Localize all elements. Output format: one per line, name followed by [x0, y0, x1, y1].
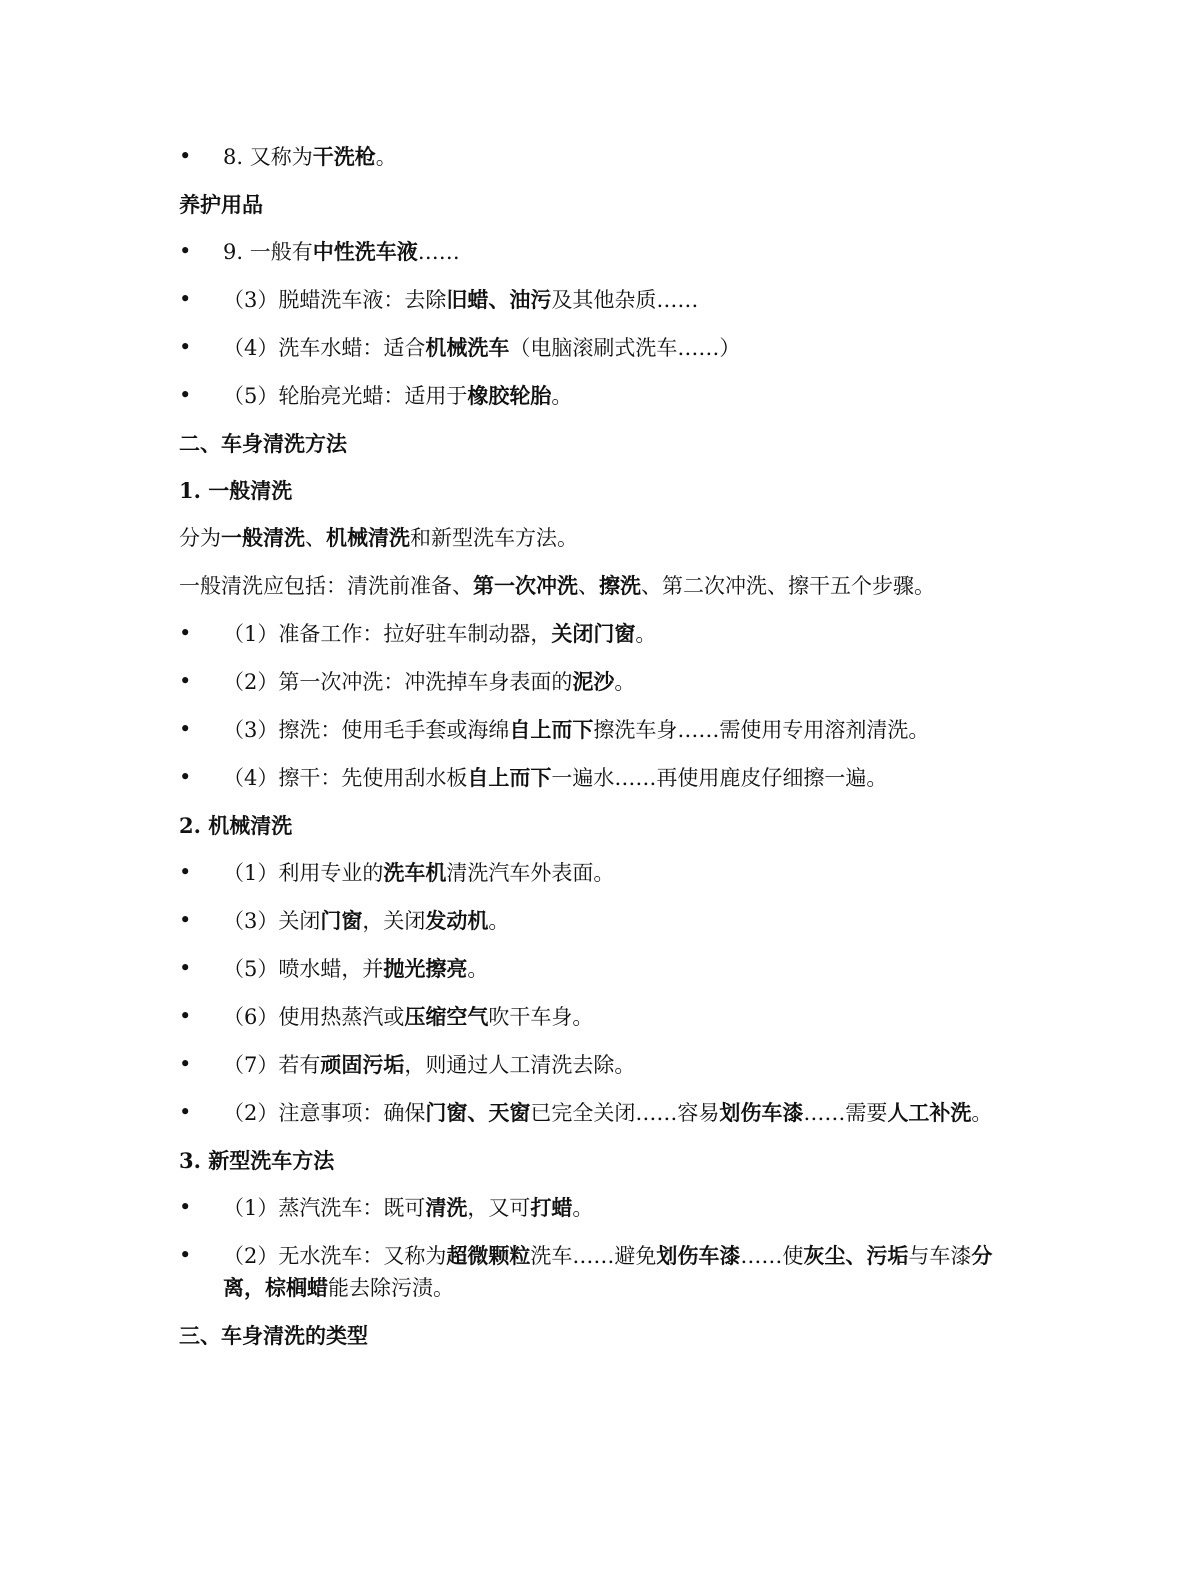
text-run: 。 [572, 1196, 594, 1220]
text-run: …… [417, 240, 460, 264]
bold-text: 门窗 [320, 908, 363, 933]
section-heading: 1. 一般清洗 [179, 478, 293, 503]
text-run: （1）蒸汽洗车：既可 [223, 1196, 426, 1220]
text-run: 一遍水……再使用鹿皮仔细擦一遍。 [551, 766, 888, 790]
text-run: （3）脱蜡洗车液：去除 [223, 288, 447, 312]
bullet-icon: • [179, 956, 192, 980]
list-item [179, 141, 999, 173]
text-run: 。 [375, 145, 397, 169]
text-run: （1）准备工作：拉好驻车制动器， [223, 622, 552, 646]
bold-text: 自上而下 [509, 717, 594, 742]
bold-text: 洗车机 [383, 860, 447, 885]
text-run: 一般清洗应包括：清洗前准备、 [179, 574, 473, 598]
list-item [179, 762, 999, 794]
text-run: 。 [635, 622, 657, 646]
text-run: ，关闭 [362, 909, 426, 933]
list-item [179, 380, 999, 412]
bold-text: 清洗 [425, 1195, 468, 1220]
bullet-icon: • [179, 1052, 192, 1076]
list-item [179, 236, 999, 268]
bullet-icon: • [179, 1195, 192, 1219]
text-run: （电脑滚刷式洗车……） [509, 336, 741, 360]
text-run: （5）喷水蜡，并 [223, 957, 384, 981]
text-run: 能去除污渍。 [328, 1276, 454, 1300]
bullet-icon: • [179, 1243, 192, 1267]
document-body [179, 141, 999, 1367]
bullet-icon: • [179, 669, 192, 693]
bullet-icon: • [179, 860, 192, 884]
bullet-icon: • [179, 717, 192, 741]
text-run: 。 [467, 957, 489, 981]
text-run: （3）擦洗：使用毛手套或海绵 [223, 718, 510, 742]
text-run: （2）第一次冲洗：冲洗掉车身表面的 [223, 670, 573, 694]
text-run: 、 [578, 574, 599, 598]
text-run: （2）无水洗车：又称为 [223, 1244, 447, 1268]
text-run: 洗车……避免 [530, 1244, 657, 1268]
text-run: 与车漆 [908, 1244, 972, 1268]
paragraph [179, 570, 999, 602]
bold-text: 超微颗粒 [446, 1243, 531, 1268]
bold-text: 划伤车漆 [656, 1243, 741, 1268]
bold-text: 抛光擦亮 [383, 956, 468, 981]
text-run: 。 [614, 670, 636, 694]
bold-text: 关闭门窗 [551, 621, 636, 646]
bullet-icon: • [179, 287, 192, 311]
list-item [179, 714, 999, 746]
text-run: （5）轮胎亮光蜡：适用于 [223, 384, 468, 408]
list-item [179, 1240, 999, 1304]
list-item [179, 1049, 999, 1081]
bold-text: 灰尘、污垢 [803, 1243, 909, 1268]
bold-text: 顽固污垢 [320, 1052, 405, 1077]
list-item [179, 953, 999, 985]
bold-text: 发动机 [425, 908, 489, 933]
list-item [179, 332, 999, 364]
list-item [179, 857, 999, 889]
text-run: ，又可 [467, 1196, 531, 1220]
list-item [179, 1097, 999, 1129]
text-run: 擦洗车身……需使用专用溶剂清洗。 [593, 718, 930, 742]
text-run: ，则通过人工清洗去除。 [404, 1053, 636, 1077]
bullet-icon: • [179, 144, 192, 168]
paragraph [179, 522, 999, 554]
bold-text: 旧蜡、油污 [446, 287, 552, 312]
list-item [179, 284, 999, 316]
bullet-icon: • [179, 621, 192, 645]
text-run: 吹干车身。 [488, 1005, 594, 1029]
bold-text: 门窗、天窗 [425, 1100, 531, 1125]
text-run: 9. 一般有 [223, 240, 313, 264]
bullet-icon: • [179, 908, 192, 932]
bold-text: 分离，棕榈蜡 [223, 1243, 993, 1300]
section-heading: 三、车身清洗的类型 [179, 1323, 368, 1348]
bold-text: 机械清洗 [326, 525, 410, 550]
bold-text: 压缩空气 [404, 1004, 489, 1029]
list-item [179, 1192, 999, 1224]
bold-text: 人工补洗 [887, 1100, 972, 1125]
text-run: 。 [488, 909, 510, 933]
text-run: （1）利用专业的 [223, 861, 384, 885]
text-run: 8. 又称为 [223, 145, 313, 169]
section-heading: 2. 机械清洗 [179, 813, 293, 838]
text-run: 。 [551, 384, 573, 408]
section-heading: 二、车身清洗方法 [179, 431, 347, 456]
bold-text: 打蜡 [530, 1195, 573, 1220]
bold-text: 自上而下 [467, 765, 552, 790]
bold-text: 橡胶轮胎 [467, 383, 552, 408]
bullet-icon: • [179, 335, 192, 359]
text-run: （2）注意事项：确保 [223, 1101, 426, 1125]
text-run: 已完全关闭……容易 [530, 1101, 720, 1125]
text-run: 。 [971, 1101, 993, 1125]
bold-text: 第一次冲洗 [473, 573, 578, 598]
bullet-icon: • [179, 765, 192, 789]
bullet-icon: • [179, 383, 192, 407]
section-heading: 3. 新型洗车方法 [179, 1148, 335, 1173]
bold-text: 划伤车漆 [719, 1100, 804, 1125]
list-item [179, 1001, 999, 1033]
text-run: （6）使用热蒸汽或 [223, 1005, 405, 1029]
bullet-icon: • [179, 239, 192, 263]
text-run: （4）洗车水蜡：适合 [223, 336, 426, 360]
text-run: （3）关闭 [223, 909, 321, 933]
bold-text: 一般清洗 [221, 525, 305, 550]
text-run: ……需要 [803, 1101, 888, 1125]
text-run: ……使 [740, 1244, 804, 1268]
list-item [179, 905, 999, 937]
bold-text: 泥沙 [572, 669, 615, 694]
text-run: 清洗汽车外表面。 [446, 861, 615, 885]
bullet-icon: • [179, 1004, 192, 1028]
text-run: 分为 [179, 526, 221, 550]
bold-text: 干洗枪 [312, 144, 376, 169]
text-run: 及其他杂质…… [551, 288, 699, 312]
text-run: 和新型洗车方法。 [410, 526, 578, 550]
list-item [179, 618, 999, 650]
list-item [179, 666, 999, 698]
text-run: （7）若有 [223, 1053, 321, 1077]
bold-text: 机械洗车 [425, 335, 510, 360]
text-run: （4）擦干：先使用刮水板 [223, 766, 468, 790]
text-run: 、第二次冲洗、擦干五个步骤。 [641, 574, 935, 598]
bullet-icon: • [179, 1100, 192, 1124]
text-run: 、 [305, 526, 326, 550]
bold-text: 擦洗 [599, 573, 641, 598]
section-heading: 养护用品 [179, 192, 263, 217]
bold-text: 中性洗车液 [312, 239, 418, 264]
